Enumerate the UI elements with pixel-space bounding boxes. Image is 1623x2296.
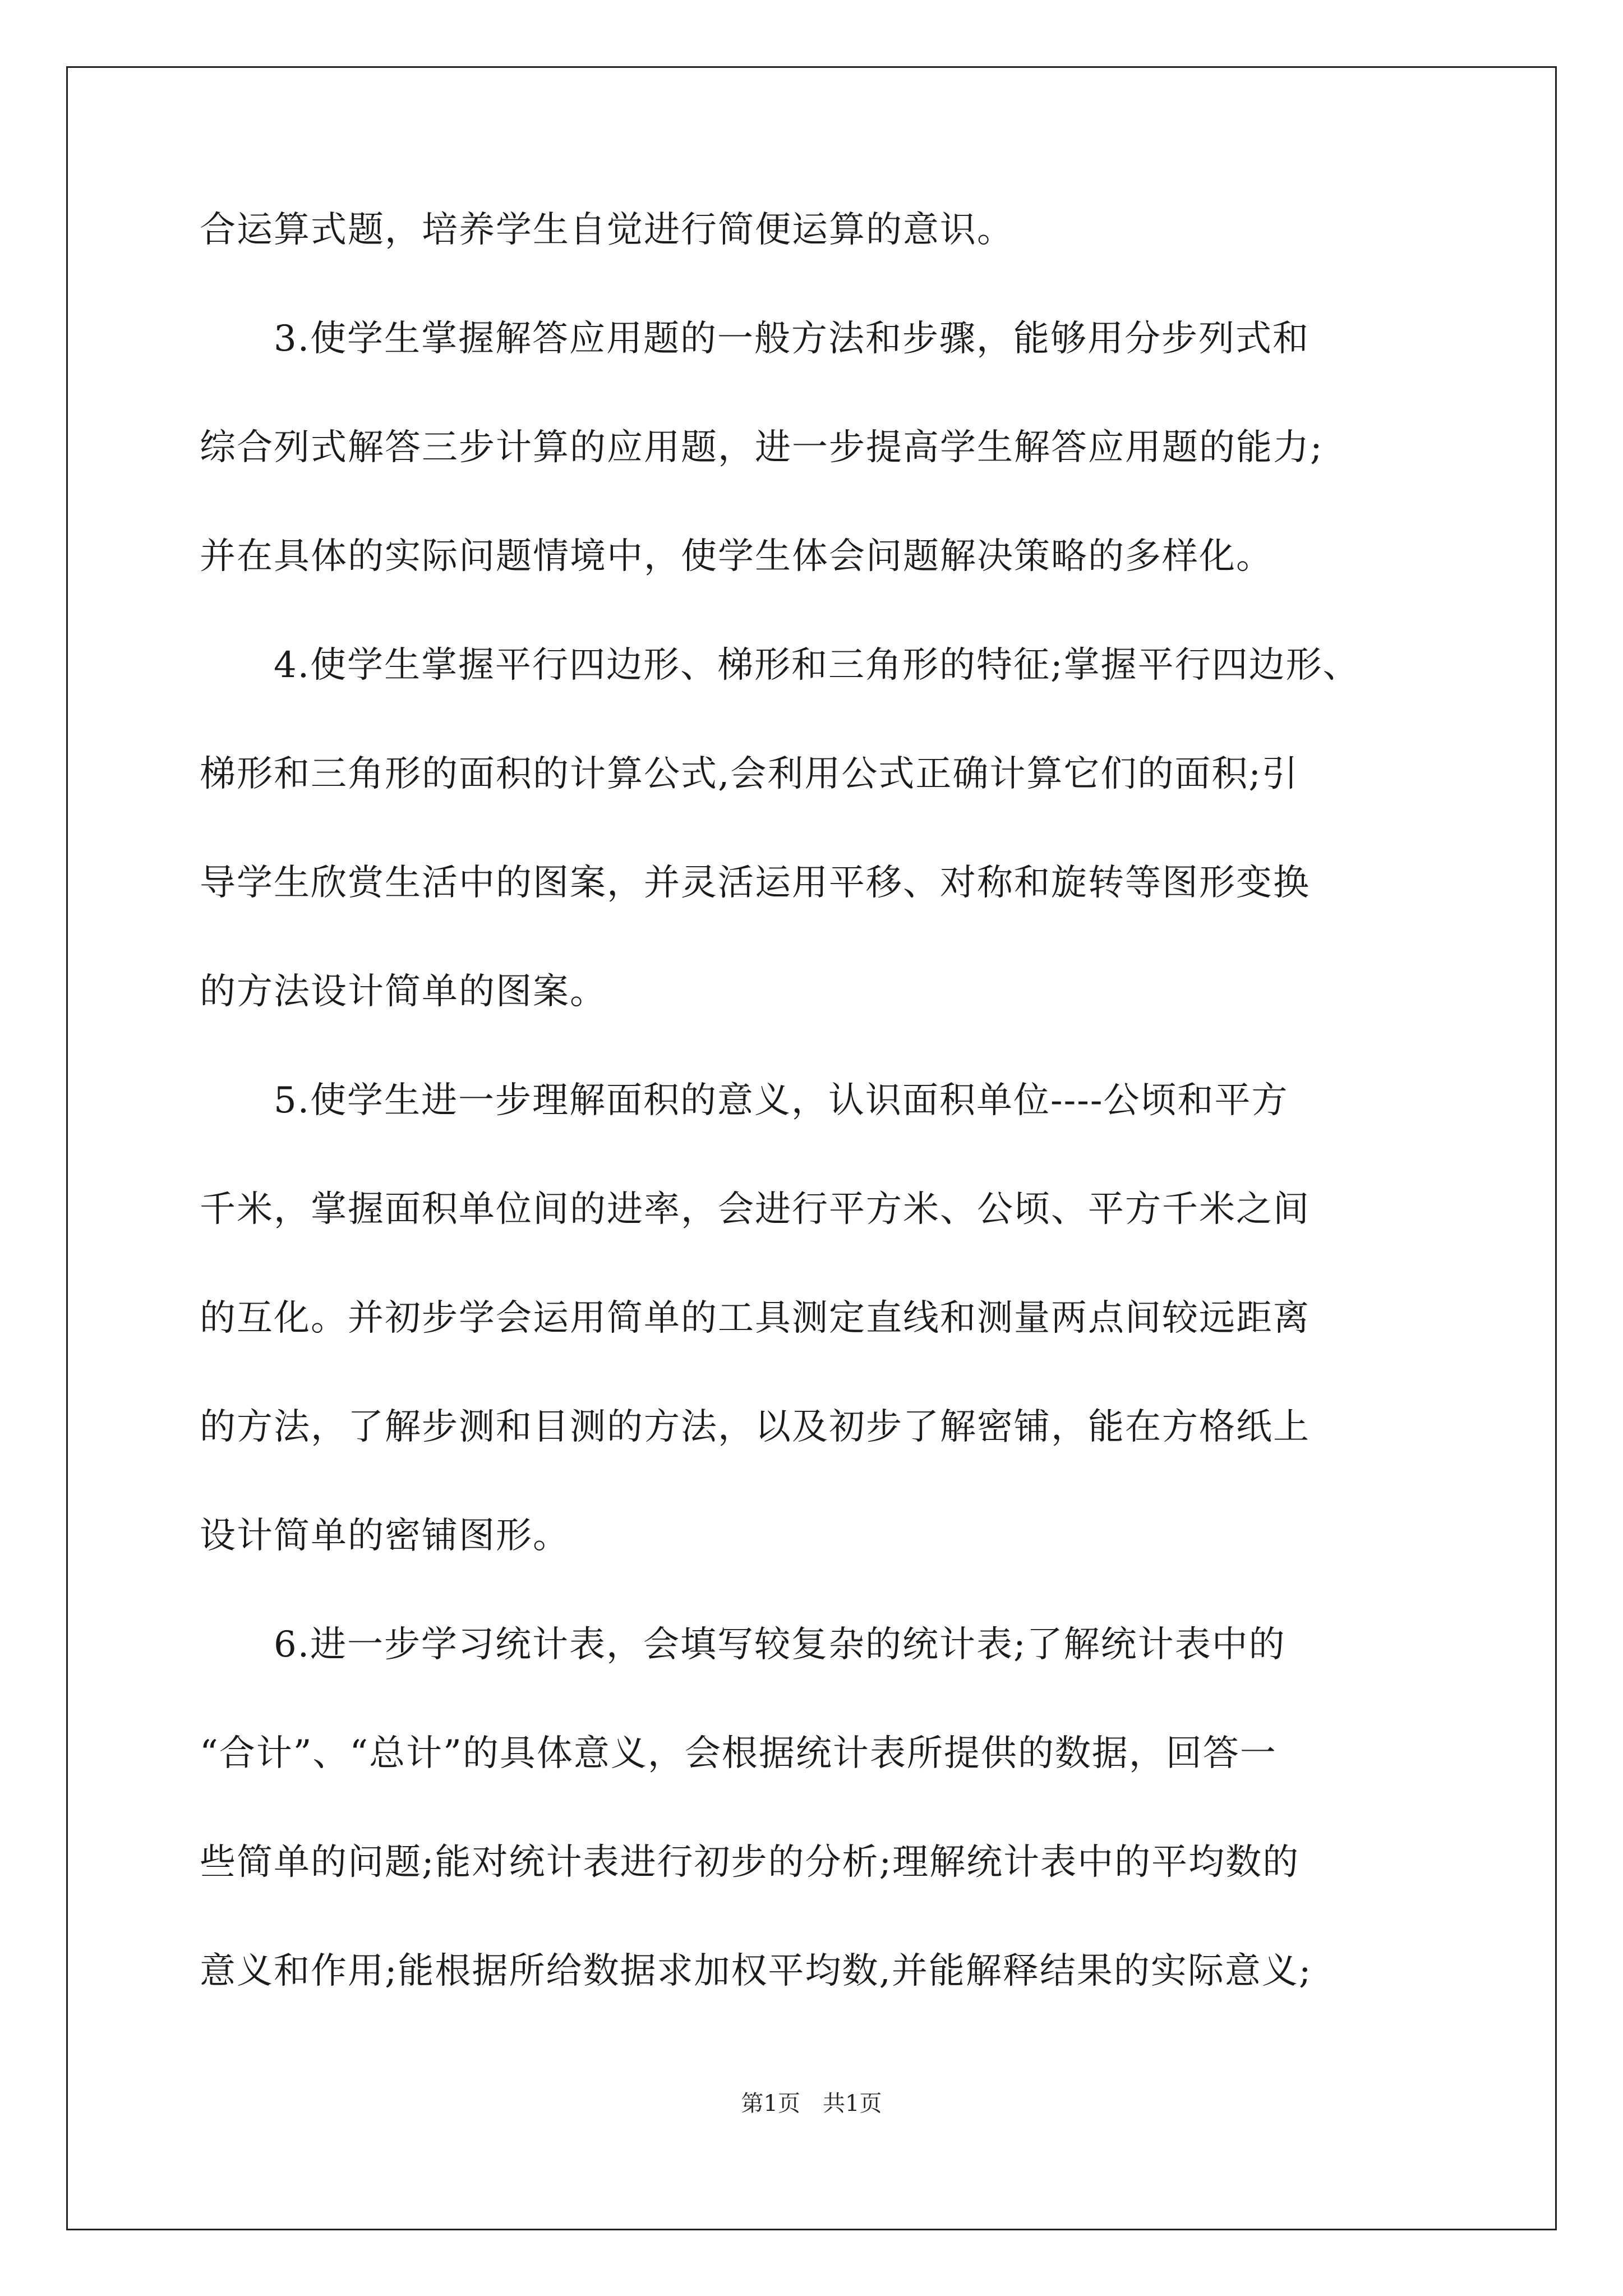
- text-line: 3.使学生掌握解答应用题的一般方法和步骤，能够用分步列式和: [200, 318, 1310, 360]
- text-line: 5.使学生进一步理解面积的意义，认识面积单位----公顷和平方: [200, 1080, 1289, 1121]
- text-line: 设计简单的密铺图形。: [200, 1515, 570, 1557]
- text-line: 的互化。并初步学会运用简单的工具测定直线和测量两点间较远距离: [200, 1297, 1310, 1339]
- page-footer: 第1页 共1页: [741, 2091, 882, 2116]
- text-line: 合运算式题，培养学生自觉进行简便运算的意识。: [200, 209, 1014, 251]
- text-line: “合计”、“总计”的具体意义，会根据统计表所提供的数据，回答一: [200, 1733, 1277, 1774]
- text-line: 并在具体的实际问题情境中，使学生体会问题解决策略的多样化。: [200, 536, 1273, 577]
- text-line: 综合列式解答三步计算的应用题，进一步提高学生解答应用题的能力;: [200, 427, 1324, 468]
- text-line: 意义和作用;能根据所给数据求加权平均数,并能解释结果的实际意义;: [200, 1950, 1312, 1992]
- text-line: 些简单的问题;能对统计表进行初步的分析;理解统计表中的平均数的: [200, 1842, 1300, 1883]
- text-line: 梯形和三角形的面积的计算公式,会利用公式正确计算它们的面积;引: [200, 753, 1299, 795]
- document-body: [200, 209, 1422, 2062]
- text-line: 6.进一步学习统计表，会填写较复杂的统计表;了解统计表中的: [200, 1624, 1286, 1665]
- text-line: 的方法设计简单的图案。: [200, 971, 607, 1013]
- text-line: 4.使学生掌握平行四边形、梯形和三角形的特征;掌握平行四边形、: [200, 645, 1360, 686]
- text-line: 千米，掌握面积单位间的进率，会进行平方米、公顷、平方千米之间: [200, 1189, 1310, 1230]
- text-line: 导学生欣赏生活中的图案，并灵活运用平移、对称和旋转等图形变换: [200, 862, 1310, 904]
- text-line: 的方法，了解步测和目测的方法，以及初步了解密铺，能在方格纸上: [200, 1406, 1310, 1448]
